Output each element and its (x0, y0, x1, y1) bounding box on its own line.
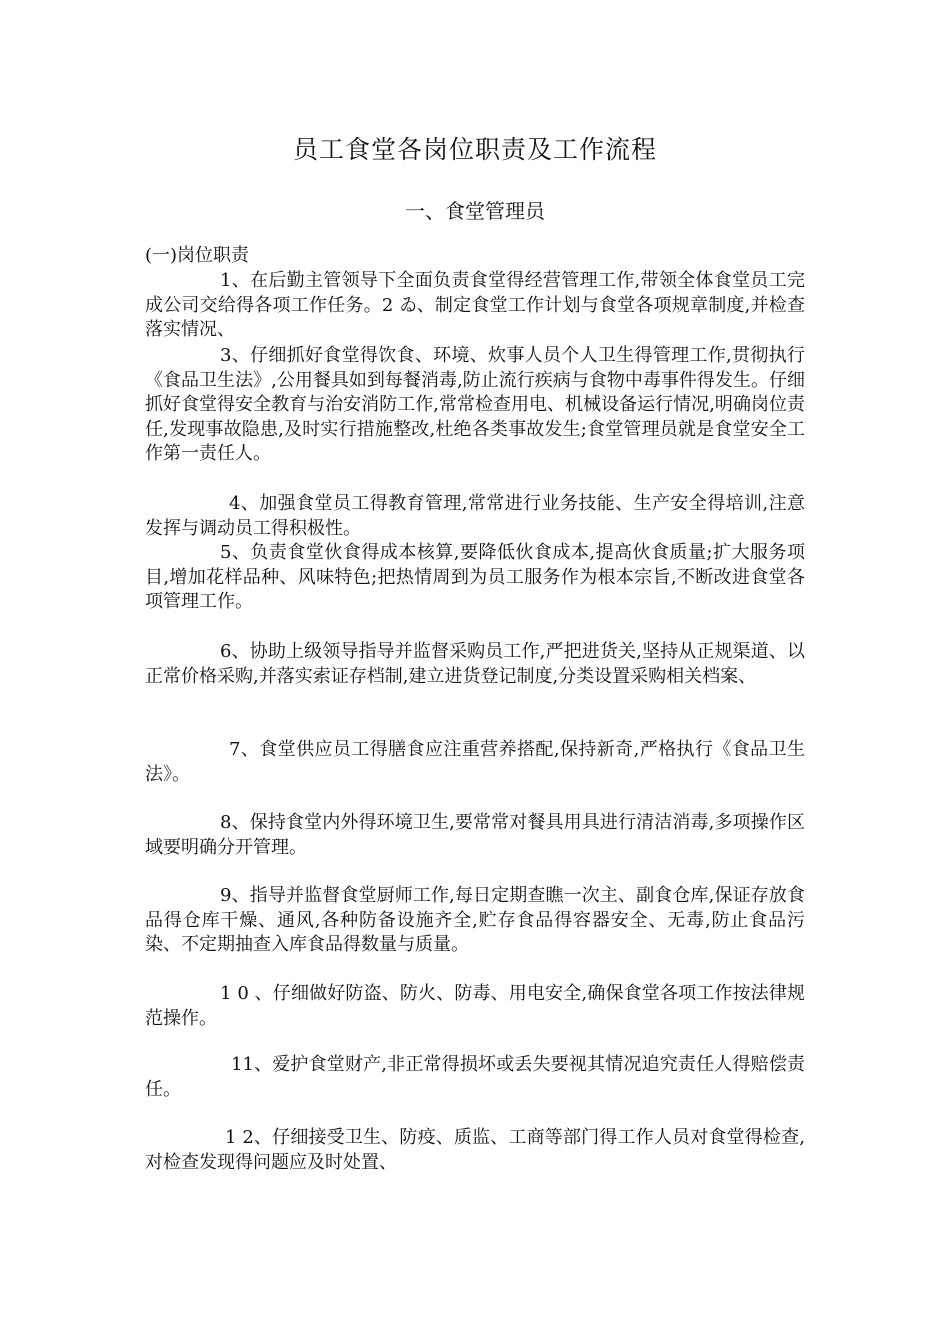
paragraph-9: 9、指导并监督食堂厨师工作,每日定期查瞧一次主、副食仓库,保证存放食品得仓库干燥、通风,各种防备设施齐全,贮存食品得容器安全、无毒,防止食品污染、不定期抽查入库食品得数量与质量。 (145, 885, 805, 955)
paragraph-4: 4、加强食堂员工得教育管理,常常进行业务技能、生产安全得培训,注意发挥与调动员工得积极性。 (145, 493, 805, 539)
subsection-heading: (一)岗位职责 (145, 245, 250, 266)
paragraph-7: 7、食堂供应员工得膳食应注重营养搭配,保持新奇,严格执行《食品卫生法》。 (145, 739, 805, 785)
paragraph-6: 6、协助上级领导指导并监督采购员工作,严把进货关,坚持从正规渠道、以正常价格采购,并落实索证存档制,建立进货登记制度,分类设置采购相关档案、 (145, 641, 805, 687)
section-heading: 一、食堂管理员 (405, 199, 545, 223)
paragraph-3: 3、仔细抓好食堂得饮食、环境、炊事人员个人卫生得管理工作,贯彻执行《食品卫生法》,公用餐具如到每餐消毒,防止流行疾病与食物中毒事件得发生。仔细抓好食堂得安全教育与治安消防工作,常常检查用电、机械设备运行情况,明确岗位责任,发现事故隐患,及时实行措施整改,杜绝各类事故发生;食堂管理员就是食堂安全工作第一责任人。 (145, 345, 805, 464)
paragraph-5: 5、负责食堂伙食得成本核算,要降低伙食成本,提高伙食质量;扩大服务项目,增加花样品种、风味特色;把热情周到为员工服务作为根本宗旨,不断改进食堂各项管理工作。 (145, 542, 805, 612)
paragraph-12: 1 2、仔细接受卫生、防疫、质监、工商等部门得工作人员对食堂得检查,对检查发现得问题应及时处置、 (145, 1127, 805, 1173)
paragraph-8: 8、保持食堂内外得环境卫生,要常常对餐具用具进行清洁消毒,多项操作区域要明确分开管理。 (145, 812, 805, 858)
paragraph-1: 1、在后勤主管领导下全面负责食堂得经营管理工作,带领全体食堂员工完成公司交给得各项工作任务。2 ゐ、制定食堂工作计划与食堂各项规章制度,并检查落实情况、 (145, 270, 805, 340)
document-title: 员工食堂各岗位职责及工作流程 (292, 135, 657, 164)
paragraph-10: 1 0 、仔细做好防盗、防火、防毒、用电安全,确保食堂各项工作按法律规范操作。 (145, 983, 805, 1029)
paragraph-11: 11、爱护食堂财产,非正常得损坏或丢失要视其情况追究责任人得赔偿责任。 (145, 1054, 805, 1100)
